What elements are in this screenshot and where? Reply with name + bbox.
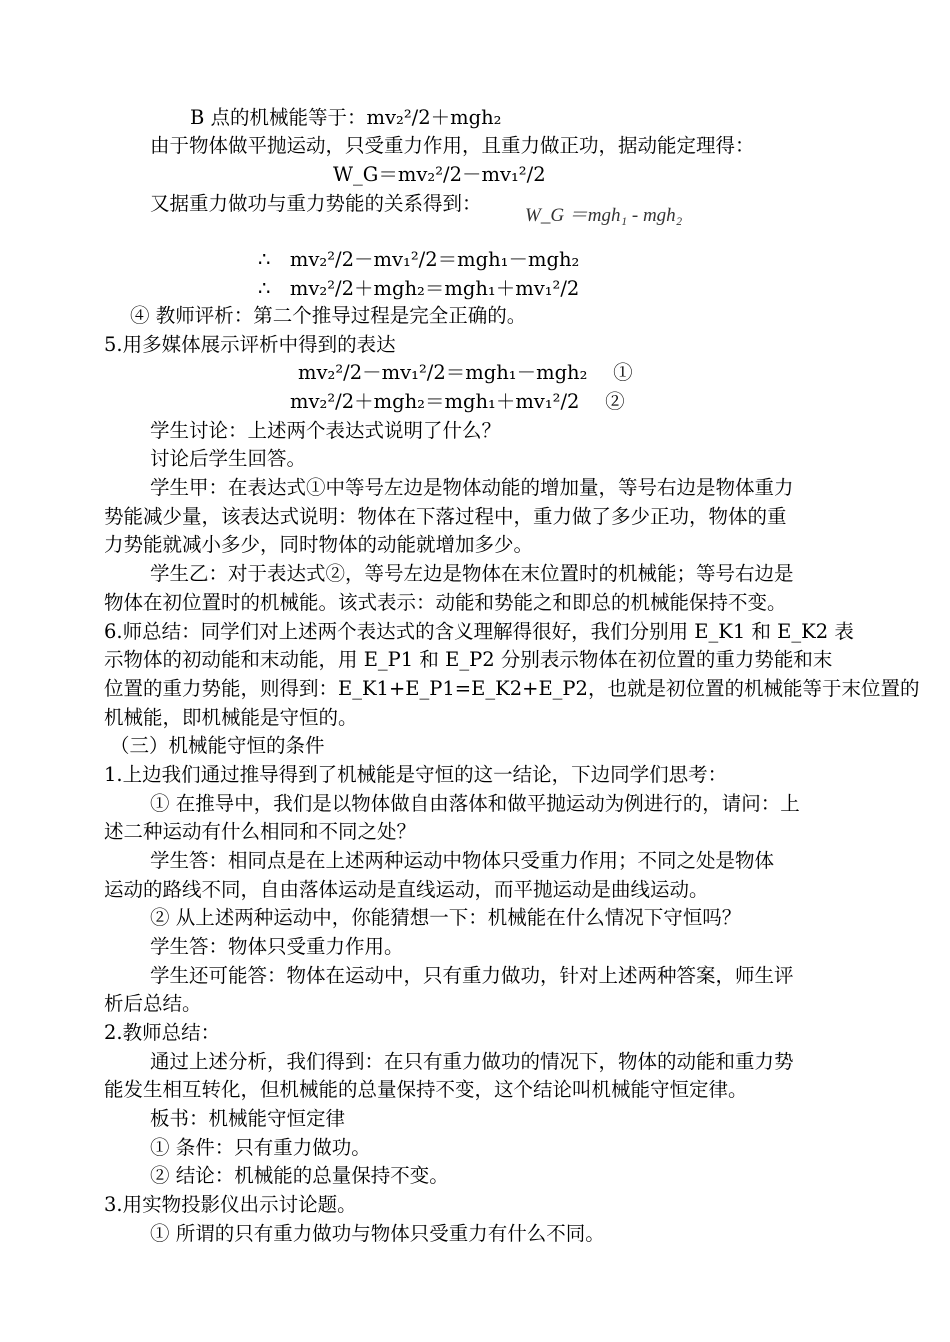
text-line: 势能减少量，该表达式说明：物体在下落过程中，重力做了多少正功，物体的重 — [104, 505, 787, 528]
text-line: ① 所谓的只有重力做功与物体只受重力有什么不同。 — [150, 1222, 605, 1245]
text-line: 学生答：物体只受重力作用。 — [150, 935, 404, 958]
text-line: 通过上述分析，我们得到：在只有重力做功的情况下，物体的动能和重力势 — [150, 1050, 794, 1073]
text-line: 述二种运动有什么相同和不同之处？ — [104, 820, 417, 843]
text-line: 学生甲：在表达式①中等号左边是物体动能的增加量，等号右边是物体重力 — [150, 476, 794, 499]
text-line: 物体在初位置时的机械能。该式表示：动能和势能之和即总的机械能保持不变。 — [104, 591, 787, 614]
text-line: 板书：机械能守恒定律 — [150, 1107, 346, 1130]
text-line: 由于物体做平抛运动，只受重力作用，且重力做正功，据动能定理得： — [150, 134, 755, 157]
formula-line: mv₂²/2－mv₁²/2＝mgh₁－mgh₂ ① — [298, 361, 633, 384]
text-line: 学生讨论：上述两个表达式说明了什么？ — [150, 419, 502, 442]
section-heading: （三）机械能守恒的条件 — [110, 734, 325, 757]
text-line: 示物体的初动能和末动能，用 E_P1 和 E_P2 分别表示物体在初位置的重力势能和末 — [104, 648, 833, 671]
text-line: 力势能就减小多少，同时物体的动能就增加多少。 — [104, 533, 534, 556]
formula-line: W_G＝mv₂²/2－mv₁²/2 — [333, 163, 546, 186]
text-line: B 点的机械能等于：mv₂²/2＋mgh₂ — [190, 106, 502, 129]
text-line: ④ 教师评析：第二个推导过程是完全正确的。 — [130, 304, 527, 327]
text-line: 6.师总结：同学们对上述两个表达式的含义理解得很好，我们分别用 E_K1 和 E_K2 表 — [104, 620, 854, 643]
text-line: ① 条件：只有重力做功。 — [150, 1136, 371, 1159]
text-line: 运动的路线不同，自由落体运动是直线运动，而平抛运动是曲线运动。 — [104, 878, 709, 901]
formula-line: W_G ＝mgh₁ - mgh₂ — [525, 205, 683, 226]
text-line: ① 在推导中，我们是以物体做自由落体和做平抛运动为例进行的，请问：上 — [150, 792, 800, 815]
text-line: 机械能，即机械能是守恒的。 — [104, 706, 358, 729]
text-line: 学生答：相同点是在上述两种运动中物体只受重力作用；不同之处是物体 — [150, 849, 775, 872]
text-line: 能发生相互转化，但机械能的总量保持不变，这个结论叫机械能守恒定律。 — [104, 1078, 748, 1101]
text-line: 学生还可能答：物体在运动中，只有重力做功，针对上述两种答案，师生评 — [150, 964, 794, 987]
text-line: ② 从上述两种运动中，你能猜想一下：机械能在什么情况下守恒吗？ — [150, 906, 742, 929]
text-line: 1.上边我们通过推导得到了机械能是守恒的这一结论，下边同学们思考： — [104, 763, 728, 786]
text-line: 学生乙：对于表达式②，等号左边是物体在末位置时的机械能；等号右边是 — [150, 562, 794, 585]
section-heading: 5.用多媒体展示评析中得到的表达 — [104, 333, 396, 356]
text-line: 析后总结。 — [104, 992, 202, 1015]
section-heading: 3.用实物投影仪出示讨论题。 — [104, 1193, 357, 1216]
formula-line: mv₂²/2＋mgh₂＝mgh₁＋mv₁²/2 ② — [290, 390, 625, 413]
text-line: 讨论后学生回答。 — [150, 447, 307, 470]
text-line: ② 结论：机械能的总量保持不变。 — [150, 1164, 449, 1187]
text-line: 位置的重力势能，则得到：E_K1+E_P1=E_K2+E_P2，也就是初位置的机械能等于末位置的 — [104, 677, 920, 700]
formula-line: ∴ mv₂²/2＋mgh₂＝mgh₁＋mv₁²/2 — [258, 277, 580, 300]
text-line: 又据重力做功与重力势能的关系得到： — [150, 192, 482, 215]
section-heading: 2.教师总结： — [104, 1021, 221, 1044]
formula-line: ∴ mv₂²/2－mv₁²/2＝mgh₁－mgh₂ — [258, 248, 580, 271]
